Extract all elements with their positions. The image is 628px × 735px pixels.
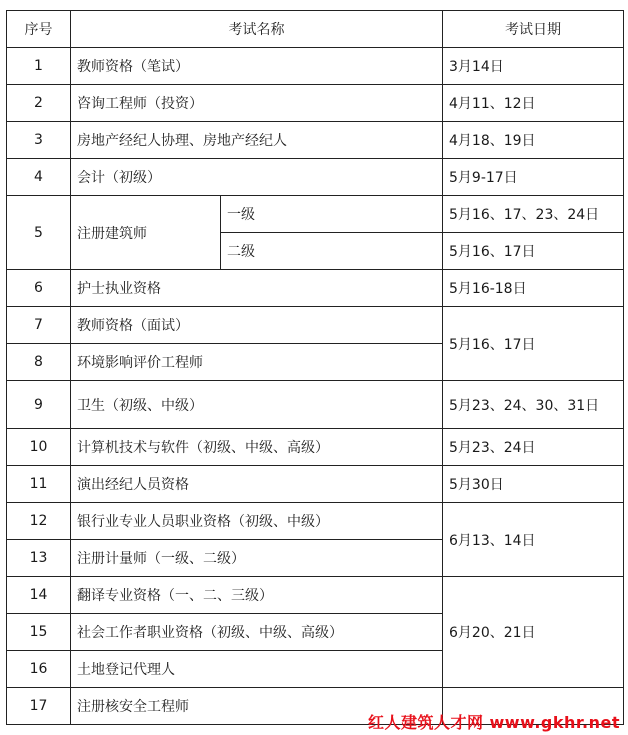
table-row (7, 159, 624, 196)
row-date: 3月14日 (443, 48, 624, 85)
table-row (7, 307, 624, 344)
table-row (7, 503, 624, 540)
table-row (7, 85, 624, 122)
row-name: 卫生（初级、中级） (71, 381, 443, 429)
table-row (7, 122, 624, 159)
row-no: 6 (7, 270, 71, 307)
row-name: 注册计量师（一级、二级） (71, 540, 443, 577)
table-row (7, 381, 624, 429)
row-date: 4月11、12日 (443, 85, 624, 122)
row-name: 翻译专业资格（一、二、三级） (71, 577, 443, 614)
header-date: 考试日期 (443, 11, 624, 48)
row-no: 13 (7, 540, 71, 577)
row-level: 一级 (221, 196, 443, 233)
row-name: 会计（初级） (71, 159, 443, 196)
row-name: 社会工作者职业资格（初级、中级、高级） (71, 614, 443, 651)
row-date: 5月30日 (443, 466, 624, 503)
table-row (7, 270, 624, 307)
row-date: 5月23、24日 (443, 429, 624, 466)
table-row (7, 196, 624, 233)
row-no: 14 (7, 577, 71, 614)
row-date-merged: 6月13、14日 (443, 503, 624, 577)
row-no: 4 (7, 159, 71, 196)
table-row (7, 48, 624, 85)
row-no: 15 (7, 614, 71, 651)
row-no: 7 (7, 307, 71, 344)
exam-schedule-table (6, 10, 624, 725)
row-name: 房地产经纪人协理、房地产经纪人 (71, 122, 443, 159)
row-no: 16 (7, 651, 71, 688)
row-name: 土地登记代理人 (71, 651, 443, 688)
table-row (7, 429, 624, 466)
row-name: 演出经纪人员资格 (71, 466, 443, 503)
row-name: 银行业专业人员职业资格（初级、中级） (71, 503, 443, 540)
table-row (7, 466, 624, 503)
row-date: 5月16-18日 (443, 270, 624, 307)
row-name: 注册建筑师 (71, 196, 221, 270)
row-date: 5月23、24、30、31日 (443, 381, 624, 429)
row-no: 17 (7, 688, 71, 725)
row-date: 5月16、17日 (443, 233, 624, 270)
row-no: 3 (7, 122, 71, 159)
row-no: 1 (7, 48, 71, 85)
header-name: 考试名称 (71, 11, 443, 48)
table-row (7, 577, 624, 614)
row-name: 计算机技术与软件（初级、中级、高级） (71, 429, 443, 466)
row-date-merged: 6月20、21日 (443, 577, 624, 688)
header-row (7, 11, 624, 48)
row-no: 12 (7, 503, 71, 540)
row-name: 教师资格（笔试） (71, 48, 443, 85)
row-name: 护士执业资格 (71, 270, 443, 307)
row-name: 注册核安全工程师 (71, 688, 443, 725)
row-no: 5 (7, 196, 71, 270)
row-name: 环境影响评价工程师 (71, 344, 443, 381)
row-date: 5月16、17、23、24日 (443, 196, 624, 233)
row-no: 10 (7, 429, 71, 466)
row-no: 9 (7, 381, 71, 429)
row-date-merged: 5月16、17日 (443, 307, 624, 381)
row-date: 4月18、19日 (443, 122, 624, 159)
row-name: 咨询工程师（投资） (71, 85, 443, 122)
row-no: 2 (7, 85, 71, 122)
row-date: 5月9-17日 (443, 159, 624, 196)
row-no: 11 (7, 466, 71, 503)
row-no: 8 (7, 344, 71, 381)
header-no: 序号 (7, 11, 71, 48)
row-level: 二级 (221, 233, 443, 270)
site-watermark: 红人建筑人才网 www.gkhr.net (367, 713, 620, 732)
row-name: 教师资格（面试） (71, 307, 443, 344)
